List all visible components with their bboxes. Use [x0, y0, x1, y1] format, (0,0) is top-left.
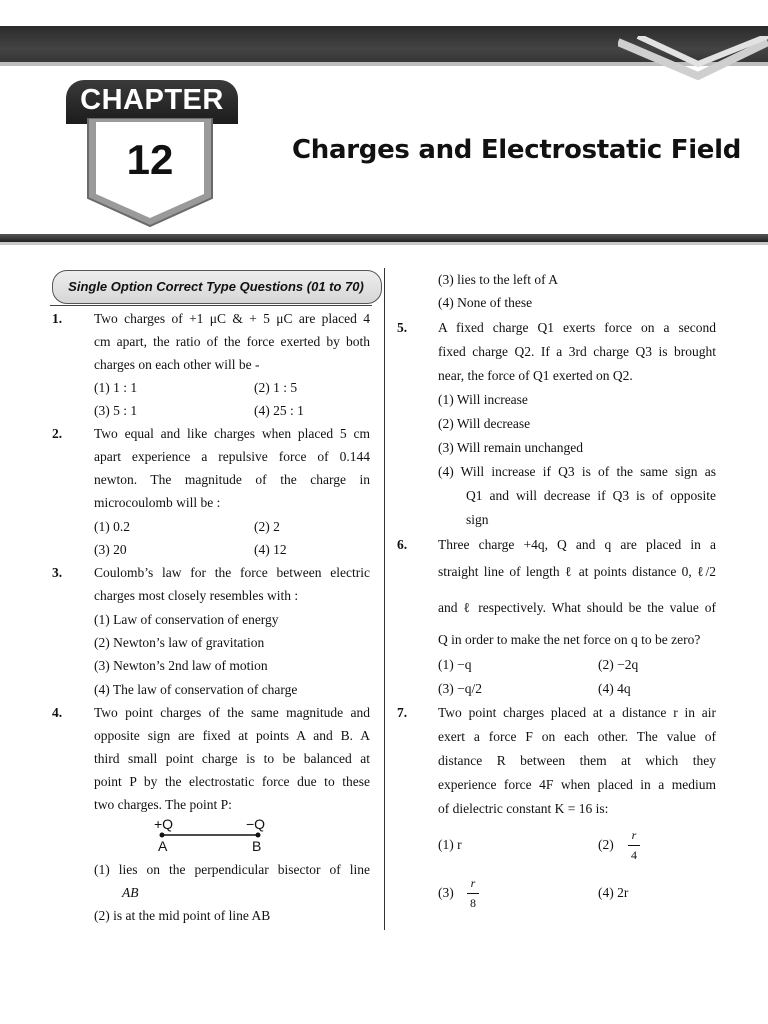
question-line: straight line of length ℓ at points distance 0, ℓ/2 — [438, 564, 716, 579]
question-number: 4. — [52, 705, 63, 720]
chapter-title: Charges and Electrostatic Field — [292, 135, 742, 165]
question-line: charges on each other will be - — [94, 357, 260, 372]
option-3[interactable]: (3) 5 : 1 — [94, 403, 138, 418]
option-1[interactable]: (1) r — [438, 837, 462, 852]
option-4[interactable]: (4) 2r — [598, 885, 629, 900]
question-line: microcoulomb will be : — [94, 495, 221, 510]
question-line: Two charges of +1 μC & + 5 μC are placed 4 — [94, 311, 370, 326]
question-number: 7. — [397, 705, 408, 720]
option-2[interactable]: (2) 2 — [254, 519, 280, 534]
charge-diagram — [150, 816, 280, 856]
question-line: charges most closely resembles with : — [94, 588, 299, 603]
question-line: and ℓ respectively. What should be the value of — [438, 600, 716, 615]
section-title: Single Option Correct Type Questions (01 to 70) — [68, 279, 364, 294]
option-1-continued: AB — [122, 885, 139, 900]
chevron-decoration-icon — [618, 36, 768, 86]
question-line: apart experience a repulsive force of 0.144 — [94, 449, 370, 464]
question-number: 2. — [52, 426, 63, 441]
column-divider — [384, 268, 385, 930]
question-line: distance R between them at which they — [438, 753, 716, 768]
option-3[interactable]: (3) Newton’s 2nd law of motion — [94, 658, 268, 673]
question-line: Two point charges of the same magnitude and — [94, 705, 370, 720]
option-4[interactable]: (4) The law of conservation of charge — [94, 682, 298, 697]
option-2[interactable]: (2) 1 : 5 — [254, 380, 298, 395]
question-number: 5. — [397, 320, 408, 335]
section-rule — [50, 305, 372, 306]
fraction-denominator: 8 — [470, 896, 476, 910]
question-line: third small point charge is to be balanced at — [94, 751, 370, 766]
option-4[interactable]: (4) Will increase if Q3 is of the same sign as — [438, 464, 716, 479]
question-line: Two equal and like charges when placed 5 cm — [94, 426, 370, 441]
question-line: cm apart, the ratio of the force exerted by both — [94, 334, 370, 349]
option-3-fraction — [467, 876, 479, 911]
question-line: near, the force of Q1 exerted on Q2. — [438, 368, 633, 383]
question-line: two charges. The point P: — [94, 797, 232, 812]
question-line: point P by the electrostatic force due to these — [94, 774, 370, 789]
option-2[interactable]: (2) −2q — [598, 657, 639, 672]
fraction-denominator: 4 — [631, 848, 637, 862]
option-3[interactable]: (3) lies to the left of A — [438, 272, 558, 287]
question-line: fixed charge Q2. If a 3rd charge Q3 is brought — [438, 344, 716, 359]
point-a-label: A — [158, 838, 168, 854]
option-1[interactable]: (1) −q — [438, 657, 472, 672]
fraction-numerator: r — [470, 876, 476, 890]
option-3[interactable]: (3) — [438, 885, 454, 900]
question-number: 3. — [52, 565, 63, 580]
option-3[interactable]: (3) Will remain unchanged — [438, 440, 584, 455]
left-charge-label: +Q — [154, 816, 174, 832]
question-line: Two point charges placed at a distance r in air — [438, 705, 716, 720]
question-line: experience force 4F when placed in a medium — [438, 777, 716, 792]
question-number: 1. — [52, 311, 63, 326]
option-2[interactable]: (2) Will decrease — [438, 416, 531, 431]
option-3[interactable]: (3) −q/2 — [438, 681, 482, 696]
option-2[interactable]: (2) Newton’s law of gravitation — [94, 635, 265, 650]
header-bottom-bar-edge — [0, 242, 768, 245]
question-line: of dielectric constant K = 16 is: — [438, 801, 609, 816]
option-4[interactable]: (4) 12 — [254, 542, 287, 557]
option-4[interactable]: (4) None of these — [438, 295, 533, 310]
option-4-continued: Q1 and will decrease if Q3 is of opposite — [466, 488, 716, 503]
question-line: newton. The magnitude of the charge in — [94, 472, 370, 487]
header-bottom-bar — [0, 234, 768, 242]
option-1[interactable]: (1) Will increase — [438, 392, 528, 407]
fraction-numerator: r — [631, 828, 637, 842]
option-1[interactable]: (1) lies on the perpendicular bisector of line — [94, 862, 370, 877]
option-4-continued: sign — [466, 512, 489, 527]
option-2[interactable]: (2) is at the mid point of line AB — [94, 908, 271, 923]
option-2-fraction — [628, 828, 640, 863]
option-1[interactable]: (1) 0.2 — [94, 519, 130, 534]
option-4[interactable]: (4) 25 : 1 — [254, 403, 304, 418]
question-line: opposite sign are fixed at points A and B. A — [94, 728, 370, 743]
question-line: exert a force F on each other. The value of — [438, 729, 716, 744]
point-b-label: B — [252, 838, 262, 854]
question-line: A fixed charge Q1 exerts force on a second — [438, 320, 716, 335]
question-line: Q in order to make the net force on q to be zero? — [438, 632, 701, 647]
question-number: 6. — [397, 537, 408, 552]
question-line: Three charge +4q, Q and q are placed in a — [438, 537, 716, 552]
right-charge-label: −Q — [246, 816, 266, 832]
chapter-label: CHAPTER — [66, 80, 238, 124]
option-1[interactable]: (1) Law of conservation of energy — [94, 612, 279, 627]
chapter-number: 12 — [126, 136, 174, 183]
option-4[interactable]: (4) 4q — [598, 681, 631, 696]
option-3[interactable]: (3) 20 — [94, 542, 127, 557]
option-1[interactable]: (1) 1 : 1 — [94, 380, 138, 395]
option-2[interactable]: (2) — [598, 837, 614, 852]
question-line: Coulomb’s law for the force between electric — [94, 565, 370, 580]
